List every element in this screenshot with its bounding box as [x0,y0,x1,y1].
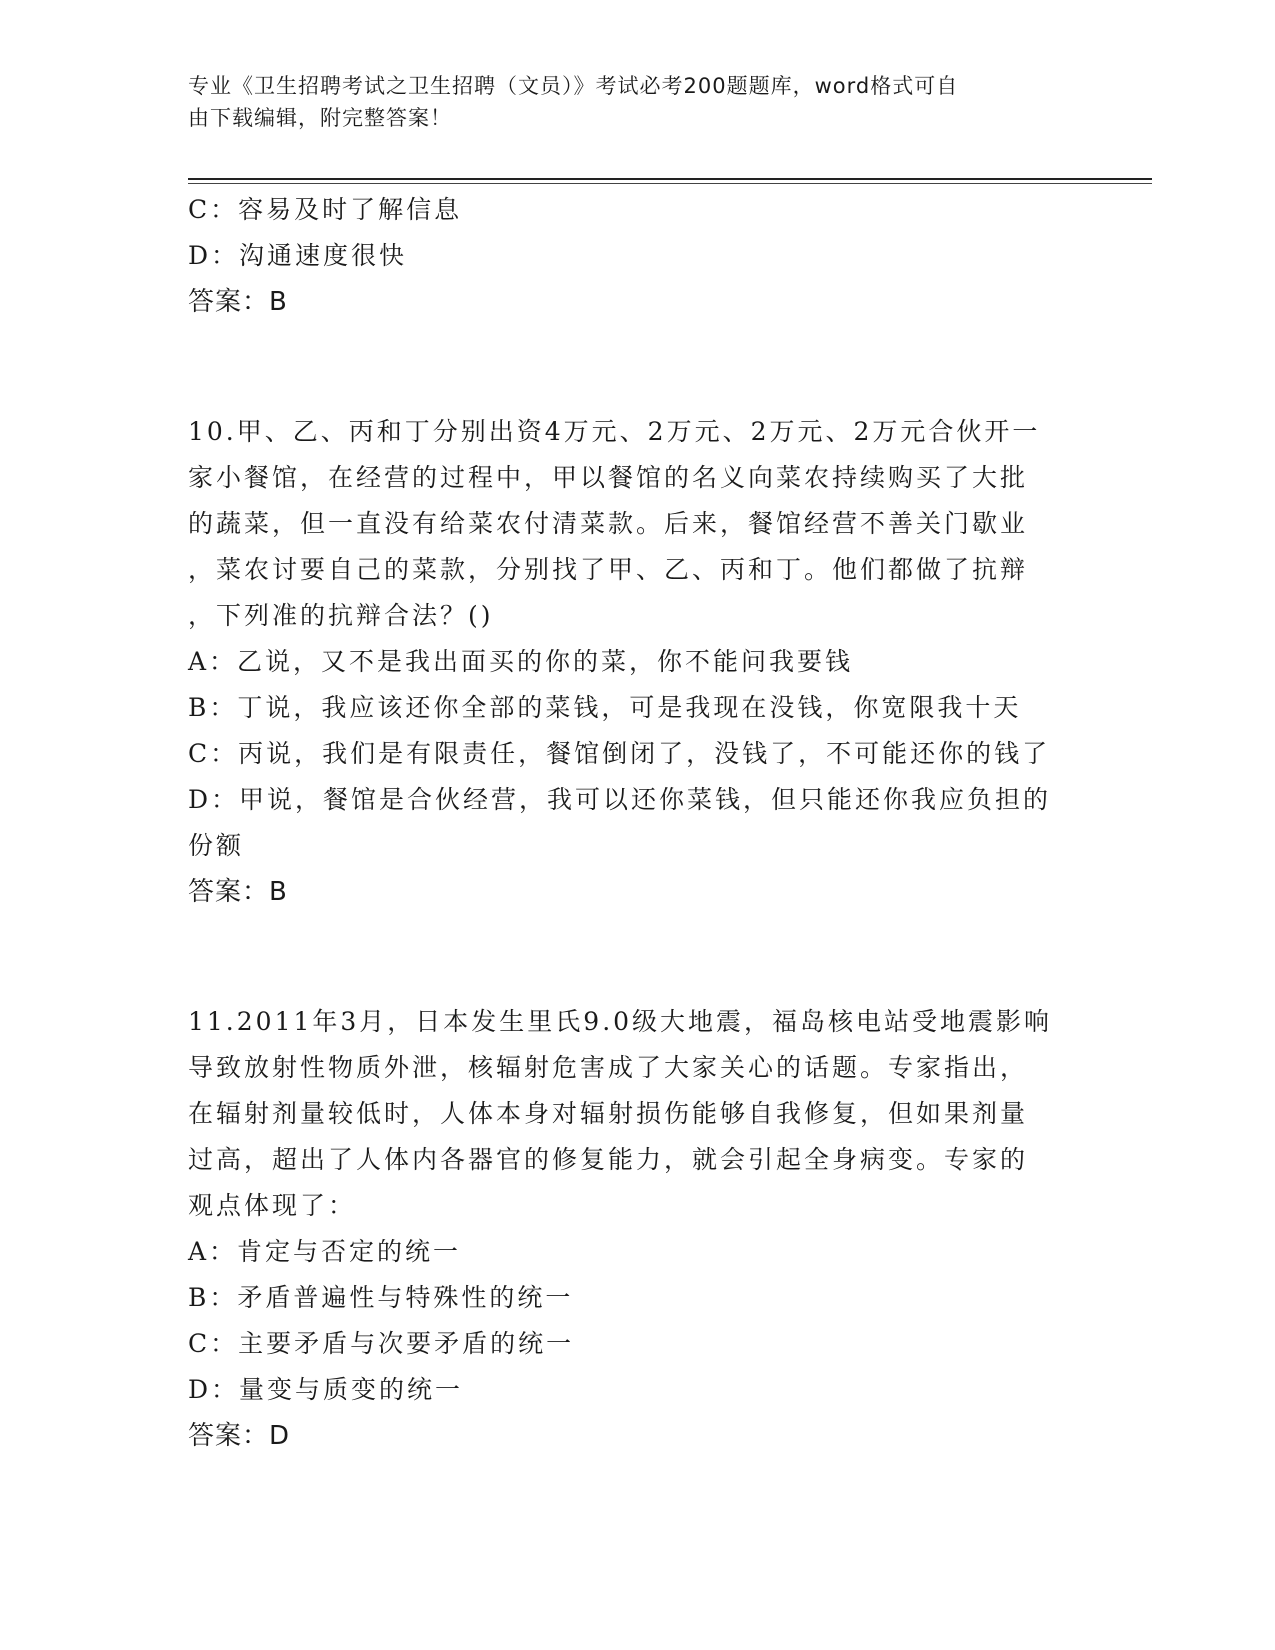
header-divider-thick [188,178,1152,180]
question-text-line: 家小餐馆，在经营的过程中，甲以餐馆的名义向菜农持续购买了大批 [188,463,1029,492]
header-line-2: 由下载编辑，附完整答案！ [188,106,452,130]
document-body [188,187,1088,1459]
question-text-line: ，菜农讨要自己的菜款，分别找了甲、乙、丙和丁。他们都做了抗辩 [188,555,1029,584]
answer-line: 答案：D [188,1421,291,1451]
option-b: B：矛盾普遍性与特殊性的统一 [188,1283,574,1312]
option-b: B：丁说，我应该还你全部的菜钱，可是我现在没钱，你宽限我十天 [188,693,1022,722]
option-a: A：肯定与否定的统一 [188,1237,462,1266]
question-text-line: 的蔬菜，但一直没有给菜农付清菜款。后来，餐馆经营不善关门歇业 [188,509,1029,538]
question-text-line: ，下列准的抗辩合法？() [188,601,494,630]
option-d: D：甲说，餐馆是合伙经营，我可以还你菜钱，但只能还你我应负担的 [188,785,1052,814]
spacer [188,915,1088,999]
option-c: C：丙说，我们是有限责任，餐馆倒闭了，没钱了，不可能还你的钱了 [188,739,1051,768]
question-10 [188,409,1088,915]
option-d-continued: 份额 [188,831,245,860]
answer-line: 答案：B [188,877,288,907]
option-d: D：沟通速度很快 [188,241,408,270]
previous-question-tail [188,187,1088,325]
question-text-line: 10.甲、乙、丙和丁分别出资4万元、2万元、2万元、2万元合伙开一 [188,417,1041,446]
question-11 [188,999,1088,1459]
header-line-1: 专业《卫生招聘考试之卫生招聘（文员）》考试必考200题题库，word格式可自 [188,74,959,98]
option-c: C：主要矛盾与次要矛盾的统一 [188,1329,575,1358]
answer-line: 答案：B [188,287,288,317]
header-divider-thin [188,183,1152,184]
option-a: A：乙说，又不是我出面买的你的菜，你不能问我要钱 [188,647,854,676]
document-header [188,70,1088,134]
option-c: C：容易及时了解信息 [188,195,463,224]
question-text-line: 观点体现了： [188,1191,357,1220]
spacer [188,325,1088,409]
question-text-line: 导致放射性物质外泄，核辐射危害成了大家关心的话题。专家指出， [188,1053,1029,1082]
question-text-line: 11.2011年3月，日本发生里氏9.0级大地震，福岛核电站受地震影响 [188,1007,1053,1036]
option-d: D：量变与质变的统一 [188,1375,464,1404]
question-text-line: 在辐射剂量较低时，人体本身对辐射损伤能够自我修复，但如果剂量 [188,1099,1029,1128]
question-text-line: 过高，超出了人体内各器官的修复能力，就会引起全身病变。专家的 [188,1145,1029,1174]
